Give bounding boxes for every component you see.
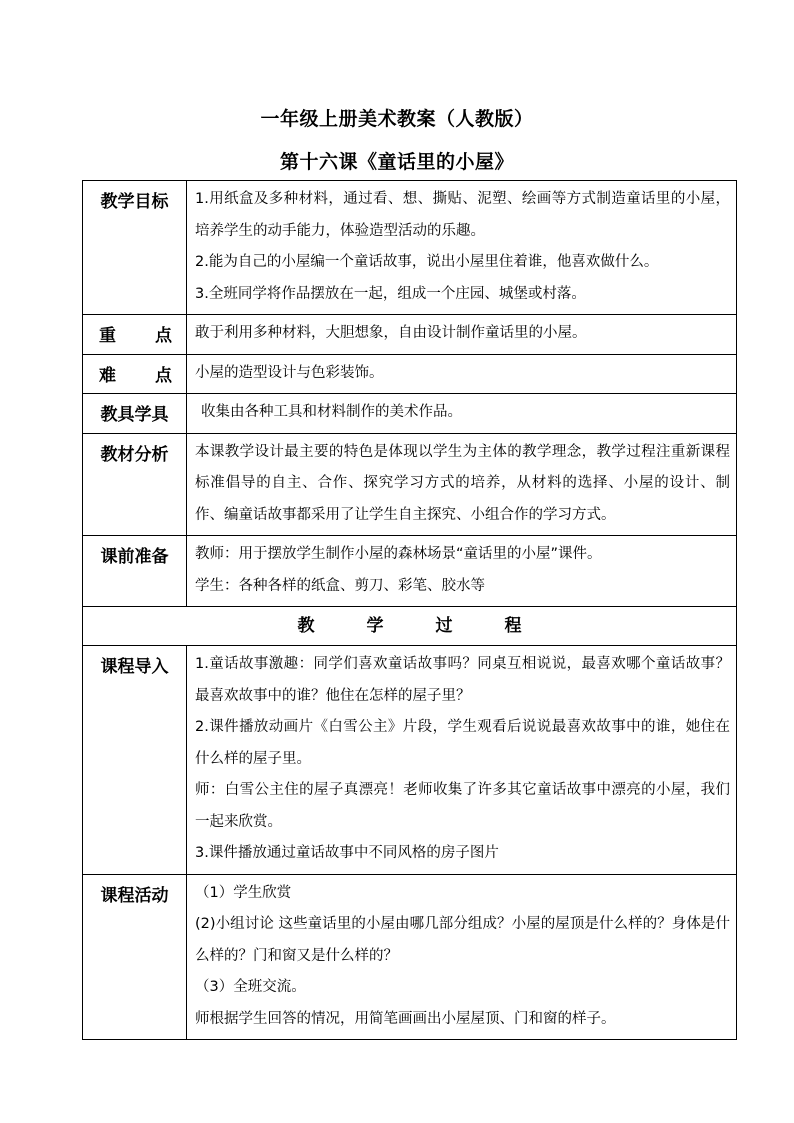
label-course-intro: 课程导入 xyxy=(100,657,169,677)
label-difficult-char-1: 难 xyxy=(99,365,116,386)
label-key-char-2: 点 xyxy=(155,326,172,346)
row-preparation xyxy=(83,536,737,607)
teaching-tools-text: 收集由各种工具和材料制作的美术作品。 xyxy=(201,404,462,420)
prep-teacher: 教师：用于摆放学生制作小屋的森林场景“童话里的小屋”课件。 xyxy=(195,546,602,562)
label-key-char-1: 重 xyxy=(99,326,116,346)
row-process-heading xyxy=(83,607,737,646)
label-course-activity: 课程活动 xyxy=(100,885,169,906)
material-analysis-text: 本课教学设计最主要的特色是体现以学生为主体的教学理念，教学过程注重新课程标准倡导的自主、合作、探究学习方式的培养，从材料的选择、小屋的设计、制作、编童话故事都采用了让学生自主探究、小组合作的学习方式。 xyxy=(195,443,730,523)
activity-line-2: (2)小组讨论 这些童话里的小屋由哪几部分组成？小屋的屋顶是什么样的？身体是什么样的？门和窗又是什么样的？ xyxy=(195,916,730,964)
row-course-activity xyxy=(83,874,737,1040)
label-difficult-points xyxy=(83,364,186,388)
prep-student: 学生：各种各样的纸盒、剪刀、彩笔、胶水等 xyxy=(195,577,485,594)
process-char-2: 学 xyxy=(366,616,384,636)
goal-line-3: 3.全班同学将作品摆放在一起，组成一个庄园、城堡或村落。 xyxy=(195,285,586,302)
document-title: 一年级上册美术教案（人教版） xyxy=(260,108,534,130)
label-difficult-char-2: 点 xyxy=(155,365,172,386)
process-char-4: 程 xyxy=(504,616,522,636)
lesson-title: 第十六课《童话里的小屋》 xyxy=(279,151,514,173)
row-key-points xyxy=(83,315,737,355)
label-preparation: 课前准备 xyxy=(100,547,169,567)
process-char-3: 过 xyxy=(435,616,453,636)
row-teaching-tools xyxy=(83,394,737,434)
label-material-analysis: 教材分析 xyxy=(100,444,169,465)
intro-line-1: 1.童话故事激趣：同学们喜欢童话故事吗？同桌互相说说，最喜欢哪个童话故事？最喜欢故事中的谁？他住在怎样的屋子里？ xyxy=(195,656,730,704)
row-teaching-goals xyxy=(83,181,737,315)
label-teaching-goals: 教学目标 xyxy=(100,192,169,212)
label-key-points xyxy=(83,324,186,348)
intro-line-3: 师：白雪公主住的屋子真漂亮！老师收集了许多其它童话故事中漂亮的小屋，我们一起来欣赏。 xyxy=(195,782,730,830)
key-points-text: 敢于利用多种材料，大胆想象，自由设计制作童话里的小屋。 xyxy=(195,325,587,341)
intro-line-2: 2.课件播放动画片《白雪公主》片段，学生观看后说说最喜欢故事中的谁，她住在什么样的屋子里。 xyxy=(195,719,730,767)
process-char-1: 教 xyxy=(297,616,315,636)
row-difficult-points xyxy=(83,354,737,394)
activity-line-4: 师根据学生回答的情况，用简笔画画出小屋屋顶、门和窗的样子。 xyxy=(195,1010,616,1027)
row-material-analysis xyxy=(83,433,737,536)
row-course-intro xyxy=(83,646,737,875)
goal-line-2: 2.能为自己的小屋编一个童话故事，说出小屋里住着谁，他喜欢做什么。 xyxy=(195,254,659,270)
label-teaching-tools: 教具学具 xyxy=(100,405,169,425)
intro-line-4: 3.课件播放通过童话故事中不同风格的房子图片 xyxy=(195,845,499,861)
activity-line-3: （3）全班交流。 xyxy=(195,979,306,995)
goal-line-1: 1.用纸盒及多种材料，通过看、想、撕贴、泥塑、绘画等方式制造童话里的小屋，培养学生的动手能力，体验造型活动的乐趣。 xyxy=(195,191,730,239)
lesson-plan-table xyxy=(82,180,737,1040)
activity-line-1: （1）学生欣赏 xyxy=(195,884,292,901)
difficult-points-text: 小屋的造型设计与色彩装饰。 xyxy=(195,364,384,381)
process-heading xyxy=(298,607,522,645)
